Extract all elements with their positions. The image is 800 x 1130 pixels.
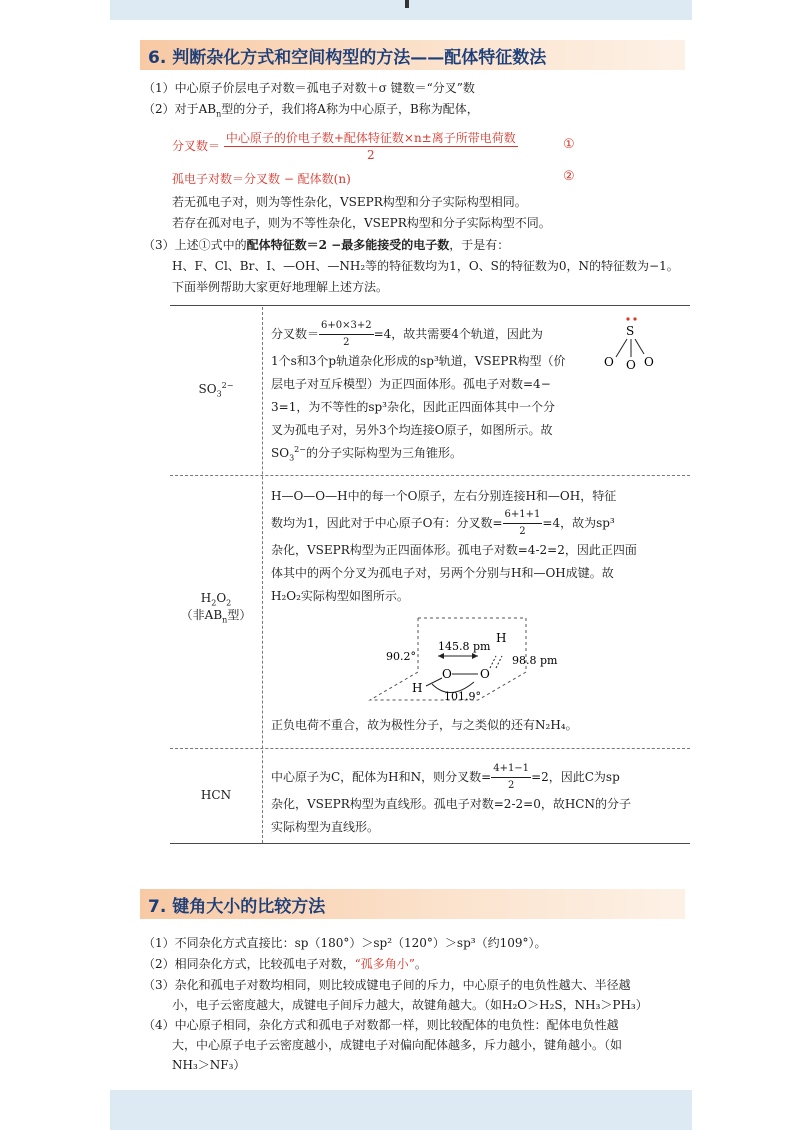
table-column-divider	[262, 307, 263, 843]
row-label-so3: $SO_3^{2-}$	[198, 381, 234, 399]
so-bond	[616, 339, 627, 357]
note-unequal-hybrid: 若存在孤对电子，则为不等性杂化，VSEPR构型和分子实际构型不同。	[172, 216, 551, 230]
note-equal-hybrid: 若无孤电子对，则为等性杂化，VSEPR构型和分子实际构型相同。	[172, 195, 527, 209]
top-mark	[405, 0, 409, 8]
atom-o-label: O	[442, 667, 452, 681]
arrow-head	[472, 653, 478, 659]
atom-h-label: H	[496, 631, 507, 645]
formula-branch-count: 分叉数＝ $\frac{\text{中心原子的价电子数+配体特征数×n±离子所带电荷数}}{2}$	[172, 131, 516, 162]
table-row-divider-2	[170, 748, 690, 749]
atom-o-label: O	[626, 358, 636, 372]
h2o2-structure-diagram	[350, 612, 590, 712]
oh-bond	[496, 656, 502, 668]
rule-1: （1）中心原子价层电子对数＝孤电子对数＋σ 键数＝“分叉”数	[143, 81, 475, 95]
atom-o-label: O	[604, 355, 614, 369]
section-6-title: 6. 判断杂化方式和空间构型的方法——配体特征数法	[148, 48, 547, 68]
angle-rule-2: （2）相同杂化方式，比较孤电子对数，“孤多角小”。	[143, 957, 427, 971]
formula-mark-2: ②	[563, 169, 575, 184]
top-scan-band	[110, 0, 692, 20]
table-bottom-rule	[170, 843, 690, 844]
angle-rule-4-end: NH₃＞NF₃）	[172, 1058, 246, 1072]
table-top-rule	[170, 305, 690, 306]
bond-length-oo: 145.8 pm	[438, 640, 491, 653]
section-7-title: 7. 键角大小的比较方法	[148, 897, 326, 917]
row-content-hcn: 中心原子为C，配体为H和N，则分叉数= $\frac{4+1-1}{2}$ =2，因此C为sp 杂化，VSEPR构型为直线形。孤电子对数=2-2=0，故HCN的分子 实际构型为直线形。	[271, 763, 631, 834]
rule-3: （3）上述①式中的配体特征数＝2 −最多能接受的电子数，于是有：	[143, 238, 510, 252]
atom-s-label: S	[626, 324, 635, 338]
angle-label-2: 101.9°	[444, 690, 481, 703]
so3-structure-diagram	[598, 313, 668, 373]
feature-numbers: H、F、Cl、Br、I、—OH、—NH₂等的特征数均为1，O、S的特征数为0，N的特征数为−1。	[172, 259, 679, 273]
rule-2: （2）对于$AB_n$型的分子，我们将A称为中心原子，B称为配体，	[143, 102, 479, 119]
oh-bond	[490, 656, 496, 668]
example-intro: 下面举例帮助大家更好地理解上述方法。	[172, 280, 389, 294]
angle-rule-4-cont: 大，中心原子电子云密度越小，成键电子对偏向配体越多，斥力越小，键角越小。（如	[172, 1038, 623, 1052]
arrow-head	[438, 653, 444, 659]
angle-rule-4: （4）中心原子相同，杂化方式和孤电子对数都一样，则比较配体的电负性：配体电负性越	[143, 1018, 619, 1032]
bottom-scan-band	[110, 1090, 692, 1130]
table-row-divider-1	[170, 475, 690, 476]
lone-pair-dot	[633, 317, 636, 320]
oh-bond	[426, 678, 442, 686]
lone-pair-dot	[626, 317, 629, 320]
atom-o-label: O	[644, 355, 654, 369]
so-bond	[635, 339, 644, 354]
section-7-header	[140, 889, 685, 919]
angle-rule-3: （3）杂化和孤电子对数均相同，则比较成键电子间的斥力，中心原子的电负性越大、半径越	[143, 978, 631, 992]
row-label-h2o2: $H_2O_2$ （非$AB_n$型）	[180, 591, 252, 625]
formula-mark-1: ①	[563, 137, 575, 152]
angle-rule-3-cont: 小，电子云密度越大，成键电子间斥力越大，故键角越大。（如H₂O＞H₂S，NH₃＞PH₃）	[172, 998, 648, 1012]
bond-length-oh: 98.8 pm	[512, 654, 558, 667]
atom-h-label: H	[412, 681, 423, 695]
row-label-hcn: HCN	[200, 788, 232, 802]
formula-branch-fraction: $\frac{\text{中心原子的价电子数+配体特征数×n±离子所带电荷数}}{2}$	[225, 131, 516, 162]
row-content-h2o2: H—O—O—H中的每一个O原子，左右分别连接H和—OH，特征 数均为1，因此对于中心原子O有：分叉数= $\frac{6+1+1}{2}$ =4，故为sp³ 杂化，VSEPR构型为正四面体形。孤电子对数=4-2=2，因此正四面 体其中的两个分叉为孤电子对，另两个分别与H和—OH成键。故 H₂O₂实际构型如图所示。	[271, 489, 637, 603]
h2o2-conclusion: 正负电荷不重合，故为极性分子，与之类似的还有N₂H₄。	[271, 718, 578, 732]
angle-label-1: 90.2°	[386, 650, 416, 663]
row-content-so3: 分叉数＝ $\frac{6+0\times 3+2}{2}$ =4，故共需要4个轨道，因此为 1个s和3个p轨道杂化形成的sp³轨道，VSEPR构型（价 层电子对互斥模型）为正四面体形。孤电子对数=4− 3=1，为不等性的sp³杂化，因此正四面体其中一个分 叉为孤电子对，另外3个均连接O原子，如图所示。故 $SO_3^{2-}$的分子实际构型为三角锥形。	[271, 320, 566, 463]
angle-rule-1: （1）不同杂化方式直接比：sp（180°）＞sp²（120°）＞sp³（约109°）。	[143, 936, 547, 950]
atom-o-label: O	[480, 667, 490, 681]
section-6-header	[140, 40, 685, 70]
formula-lone-pairs: 孤电子对数＝分叉数 − 配体数(n)	[172, 172, 351, 186]
